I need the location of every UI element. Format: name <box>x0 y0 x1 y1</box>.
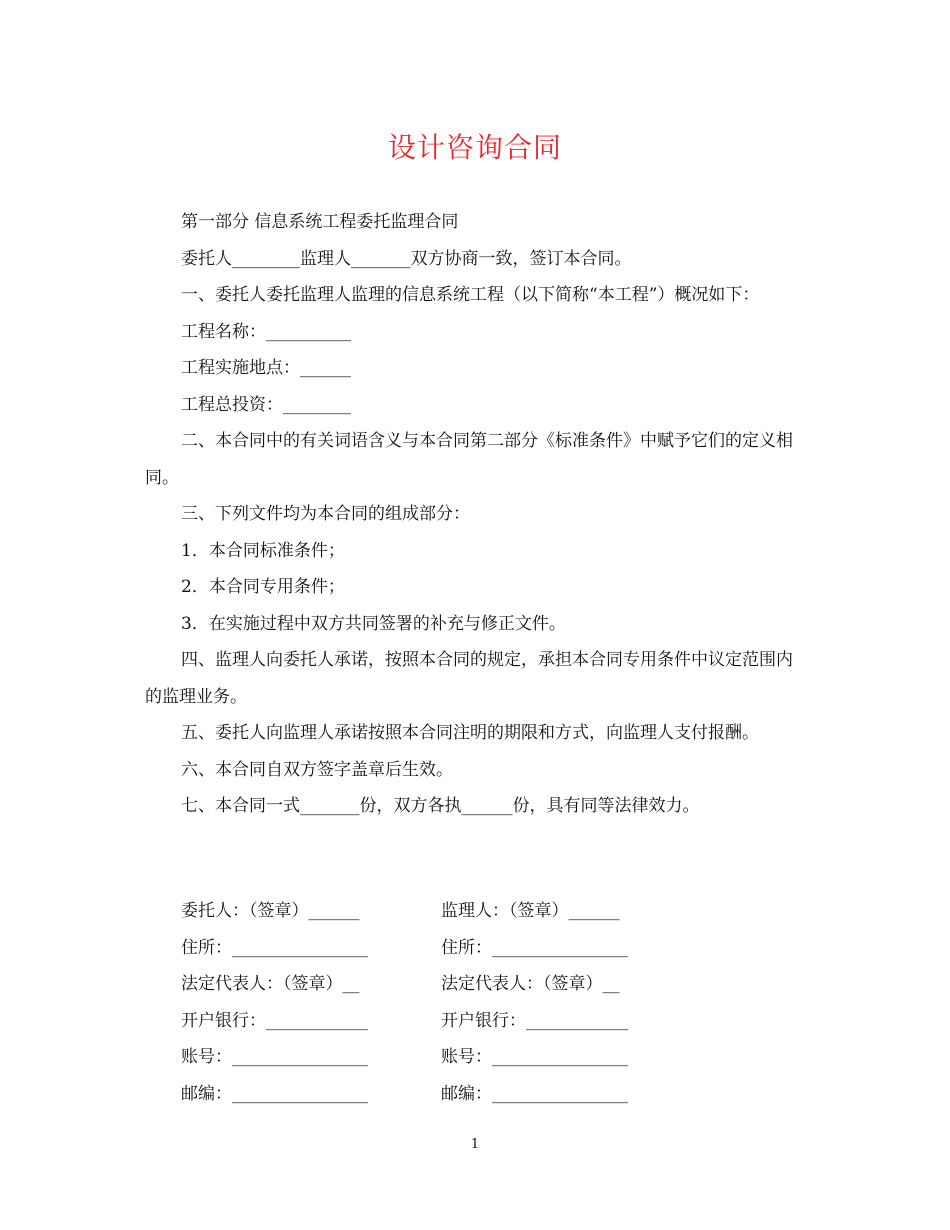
signature-block <box>181 893 701 1112</box>
client-account-field: 账号：________________ <box>181 1047 368 1067</box>
client-address-field: 住所：________________ <box>181 937 368 958</box>
client-postcode-field: 邮编：________________ <box>181 1083 368 1104</box>
client-bank-field: 开户银行：____________ <box>181 1010 368 1031</box>
clause-three: 三、下列文件均为本合同的组成部分： <box>181 504 470 524</box>
signature-row <box>181 893 701 930</box>
project-name-line: 工程名称：__________ <box>181 321 351 342</box>
list-item: 1．本合同标准条件； <box>181 540 345 561</box>
project-investment-line: 工程总投资：________ <box>181 394 351 415</box>
signature-row <box>181 1003 701 1040</box>
clause-one: 一、委托人委托监理人监理的信息系统工程（以下简称“本工程”）概况如下： <box>181 285 760 305</box>
supervisor-postcode-field: 邮编：________________ <box>441 1083 628 1104</box>
clause-five: 五、委托人向监理人承诺按照本合同注明的期限和方式，向监理人支付报酬。 <box>181 723 759 743</box>
section-heading: 第一部分 信息系统工程委托监理合同 <box>181 212 459 232</box>
supervisor-bank-field: 开户银行：____________ <box>441 1010 628 1031</box>
clause-two: 二、本合同中的有关词语含义与本合同第二部分《标准条件》中赋予它们的定义相同。 <box>145 431 793 488</box>
clause-four: 四、监理人向委托人承诺，按照本合同的规定，承担本合同专用条件中议定范围内的监理业务。 <box>145 650 793 707</box>
list-item: 2．本合同专用条件； <box>181 577 345 597</box>
page-number: 1 <box>470 1137 480 1152</box>
document-title: 设计咨询合同 <box>387 131 562 164</box>
project-location-line: 工程实施地点：______ <box>181 358 351 378</box>
supervisor-signature-field: 监理人：（签章）______ <box>441 901 620 921</box>
client-signature-field: 委托人：（签章）______ <box>181 901 360 921</box>
signature-row <box>181 930 701 967</box>
parties-line: 委托人________监理人_______双方协商一致，签订本合同。 <box>181 248 632 269</box>
signature-row <box>181 1039 701 1076</box>
signature-row <box>181 1076 701 1113</box>
supervisor-address-field: 住所：________________ <box>441 937 628 958</box>
client-legal-rep-field: 法定代表人：（签章）__ <box>181 974 360 994</box>
supervisor-legal-rep-field: 法定代表人：（签章）__ <box>441 974 620 994</box>
signature-row <box>181 966 701 1003</box>
list-item: 3．在实施过程中双方共同签署的补充与修正文件。 <box>181 613 566 634</box>
supervisor-account-field: 账号：________________ <box>441 1047 628 1067</box>
contract-body <box>145 204 800 825</box>
clause-seven: 七、本合同一式_______份，双方各执______份，具有同等法律效力。 <box>181 796 700 816</box>
clause-six: 六、本合同自双方签字盖章后生效。 <box>181 759 453 780</box>
